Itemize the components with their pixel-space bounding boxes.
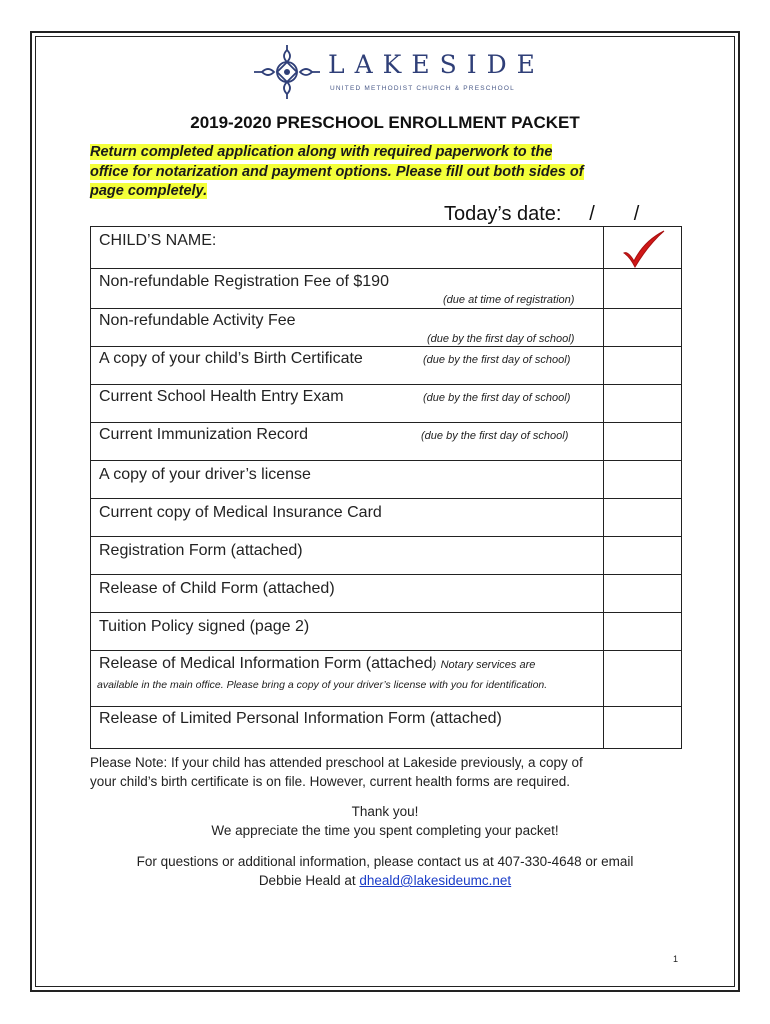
cross-emblem-icon	[252, 44, 322, 100]
row-longnote: available in the main office. Please bring a copy of your driver’s license with you for identification.	[97, 679, 548, 691]
checklist-item	[91, 385, 604, 423]
instructions-notice	[90, 143, 690, 202]
row-note: (due by the first day of school)	[423, 392, 571, 404]
row-label: Non-refundable Activity Fee	[99, 312, 296, 329]
notice-line-2: office for notarization and payment options. Please fill out both sides of	[90, 163, 584, 180]
checkbox-cell[interactable]	[604, 461, 682, 499]
row-label: Tuition Policy signed (page 2)	[99, 618, 310, 635]
row-label: CHILD’S NAME:	[99, 232, 217, 249]
checklist-item	[91, 575, 604, 613]
row-label-group	[99, 655, 535, 673]
checklist-item	[91, 651, 604, 707]
page-number: 1	[673, 954, 679, 964]
checkbox-cell[interactable]	[604, 499, 682, 537]
email-link[interactable]: dheald@lakesideumc.net	[359, 873, 512, 888]
todays-date-field[interactable]: Today’s date: / /	[444, 203, 640, 225]
checklist-item	[91, 423, 604, 461]
checkmark-icon	[614, 227, 674, 269]
notice-line-1: Return completed application along with required paperwork to the	[90, 144, 553, 160]
row-label: A copy of your driver’s license	[99, 466, 311, 483]
table-row	[91, 537, 682, 575]
org-subtitle: UNITED METHODIST CHURCH & PRESCHOOL	[330, 85, 515, 92]
row-note: (due by the first day of school)	[427, 333, 575, 345]
contact-prefix: Debbie Heald at	[258, 873, 360, 888]
checkbox-cell[interactable]	[604, 309, 682, 347]
table-row	[91, 499, 682, 537]
row-label: Registration Form (attached)	[99, 542, 303, 559]
thanks-line-2: We appreciate the time you spent completing your packet!	[211, 823, 559, 838]
checkbox-cell[interactable]	[604, 347, 682, 385]
contact-line-1: For questions or additional information, please contact us at 407-330-4648 or email	[136, 854, 634, 869]
checkbox-cell[interactable]	[604, 385, 682, 423]
please-note	[90, 753, 680, 791]
checklist-item	[91, 707, 604, 749]
checklist-item	[91, 461, 604, 499]
row-label: Non-refundable Registration Fee of $190	[99, 273, 389, 290]
checkbox-cell[interactable]	[604, 423, 682, 461]
checklist-item	[91, 537, 604, 575]
checkbox-cell[interactable]	[604, 269, 682, 309]
please-note-line-1: Please Note: If your child has attended preschool at Lakeside previously, a copy of	[90, 755, 583, 770]
enrollment-checklist	[90, 226, 682, 749]
row-label: A copy of your child’s Birth Certificate	[99, 350, 363, 367]
row-label: Current Immunization Record	[99, 426, 308, 443]
row-note: (due at time of registration)	[443, 294, 575, 306]
checkbox-cell[interactable]	[604, 613, 682, 651]
row-label: Current copy of Medical Insurance Card	[99, 504, 382, 521]
table-row	[91, 227, 682, 269]
row-label: Release of Medical Information Form (attached	[99, 655, 433, 672]
row-label: Release of Child Form (attached)	[99, 580, 335, 597]
row-label: Release of Limited Personal Information Form (attached)	[99, 710, 502, 727]
table-row	[91, 613, 682, 651]
page-title: 2019-2020 PRESCHOOL ENROLLMENT PACKET	[190, 113, 580, 132]
lakeside-logo	[252, 44, 545, 100]
thank-you-block	[0, 802, 770, 840]
checklist-item	[91, 347, 604, 385]
thanks-line-1: Thank you!	[351, 804, 419, 819]
checklist-item	[91, 269, 604, 309]
row-label: Current School Health Entry Exam	[99, 388, 344, 405]
notice-line-3: page completely.	[90, 183, 208, 199]
table-row	[91, 309, 682, 347]
checklist-item	[91, 309, 604, 347]
org-name: LAKESIDE	[328, 50, 545, 79]
checklist-item	[91, 613, 604, 651]
checkbox-cell[interactable]	[604, 537, 682, 575]
checkbox-cell[interactable]	[604, 651, 682, 707]
child-name-field[interactable]	[91, 227, 604, 269]
table-row	[91, 423, 682, 461]
contact-block	[0, 852, 770, 890]
please-note-line-2: your child’s birth certificate is on file. However, current health forms are required.	[90, 774, 570, 789]
table-row	[91, 385, 682, 423]
checkbox-cell[interactable]	[604, 227, 682, 269]
table-row	[91, 651, 682, 707]
row-note: Notary services are	[440, 659, 536, 671]
table-row	[91, 575, 682, 613]
table-row	[91, 461, 682, 499]
row-label-paren: )	[432, 659, 437, 671]
table-row	[91, 707, 682, 749]
row-note: (due by the first day of school)	[421, 430, 569, 442]
table-row	[91, 347, 682, 385]
table-row	[91, 269, 682, 309]
checkbox-cell[interactable]	[604, 707, 682, 749]
checklist-item	[91, 499, 604, 537]
checkbox-cell[interactable]	[604, 575, 682, 613]
row-note: (due by the first day of school)	[423, 354, 571, 366]
